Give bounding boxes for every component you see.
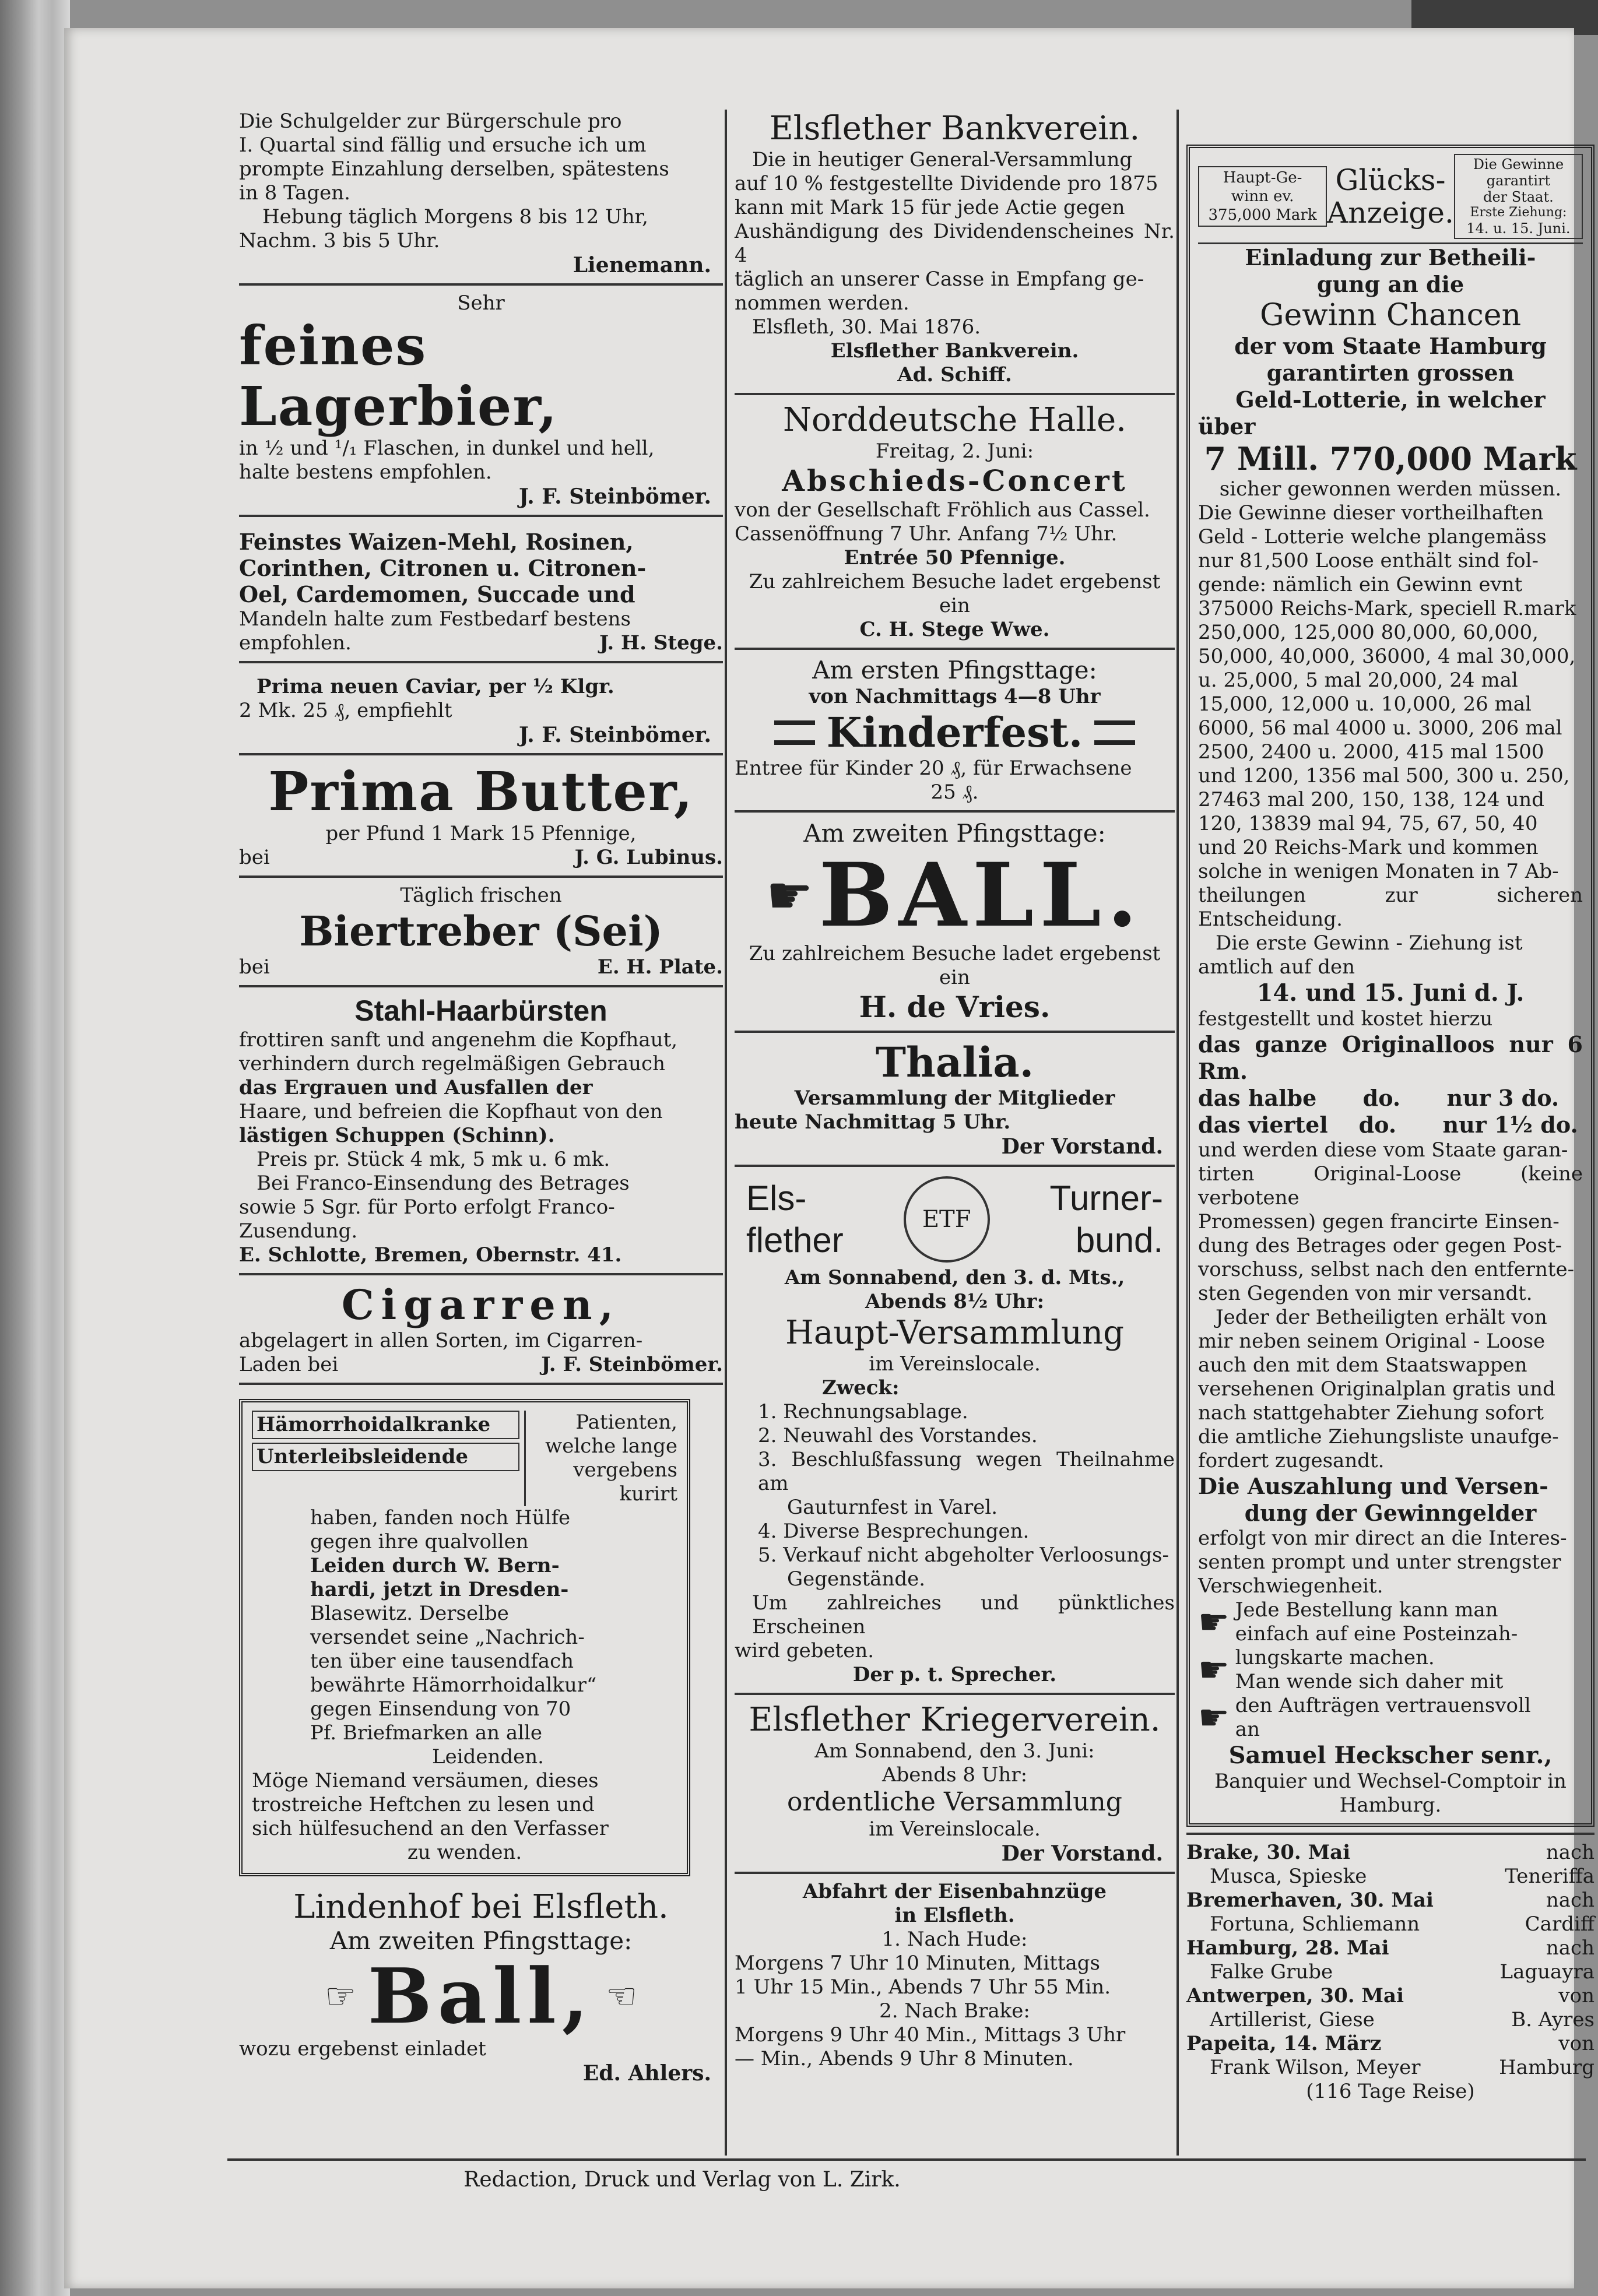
divider (735, 393, 1175, 395)
text-line: gung an die (1316, 271, 1464, 297)
ad-title: Haupt-Versammlung (785, 1314, 1124, 1352)
signature: E. Schlotte, Bremen, Obernstr. 41. (239, 1243, 622, 1267)
text-line: von der Gesellschaft Fröhlich aus Cassel. (735, 498, 1150, 522)
text-line: bei (239, 955, 270, 979)
text-line: Jeder der Betheiligten erhält von (1216, 1306, 1547, 1329)
turner-emblem-icon: ETF (904, 1176, 990, 1263)
ad-title: Cigarren, (341, 1281, 621, 1329)
pointing-hand-icon: ☛ (1198, 1697, 1230, 1738)
lindenhof-ad (239, 1888, 723, 2086)
text-line: Oel, Cardemomen, Succade und (239, 581, 635, 607)
divider (239, 753, 723, 755)
ad-title: Thalia. (875, 1038, 1034, 1087)
divider (1186, 1833, 1595, 1835)
divider (735, 1165, 1175, 1167)
text-line: Am zweiten Pfingsttage: (329, 1926, 633, 1955)
text-line: Zweck: (822, 1376, 900, 1400)
divider (735, 648, 1175, 650)
text-line: (116 Tage Reise) (1306, 2080, 1475, 2103)
caviar-ad (239, 675, 723, 747)
eisenbahn-timetable (735, 1880, 1175, 2071)
text-line: Haupt-Ge- (1223, 169, 1302, 187)
text-line: frottiren sanft und angenehm die Kopfhaut, (239, 1028, 678, 1052)
ad-title: Kinderfest. (826, 708, 1083, 757)
list-item: 5. Verkauf nicht abgeholter Verloosungs- (758, 1543, 1169, 1567)
text-line: 2 Mk. 25 ₰, empfiehlt (239, 699, 452, 722)
text-line: Glücks- (1335, 163, 1446, 197)
text-line: kann mit Mark 15 für jede Actie gegen (735, 196, 1125, 219)
text-line: tirten Original-Loose (keine verbotene (1198, 1162, 1583, 1209)
ad-title: Biertreber (Sei) (299, 907, 663, 955)
halle-ad (735, 401, 1175, 642)
text-line: trostreiche Heftchen zu lesen und (252, 1793, 595, 1816)
imprint-footer: Redaction, Druck und Verlag von L. Zirk. (463, 2168, 901, 2192)
decorative-bars-icon (774, 720, 815, 745)
text-line: 2. Nach Brake: (879, 1999, 1030, 2023)
text-line: Aushändigung des Dividendenscheines Nr. 4 (735, 220, 1175, 267)
divider (239, 875, 723, 878)
lottery-body-3 (1198, 1138, 1583, 1473)
signature: C. H. Stege Wwe. (859, 618, 1050, 641)
haemorrhoid-ad (239, 1399, 690, 1876)
text-line: wird gebeten. (735, 1639, 874, 1662)
ship-row: Hamburg, 28. Mai nach (1186, 1936, 1595, 1960)
text-line: gegen Einsendung von 70 (310, 1697, 571, 1721)
text-line: sicher gewonnen werden müssen. (1219, 477, 1562, 501)
ad-title: feines Lagerbier, (239, 314, 559, 438)
text-line: Laden bei (239, 1353, 339, 1376)
text-line: Bei Franco-Einsendung des Betrages (257, 1172, 630, 1195)
ship-row: Fortuna, Schliemann Cardiff (1210, 1912, 1595, 1936)
text-line: lästigen Schuppen (Schinn). (239, 1124, 555, 1147)
text-line: Abends 8½ Uhr: (865, 1290, 1045, 1313)
text-line: Feinstes Waizen-Mehl, Rosinen, (239, 529, 634, 555)
text-line: Am ersten Pfingsttage: (812, 656, 1097, 684)
text-line: Unterleibsleidende (252, 1443, 519, 1471)
text-line: 375000 Reichs-Mark, speciell R.mark (1198, 597, 1576, 620)
text-line: im Vereinslocale. (869, 1817, 1041, 1841)
text-line: Entree für Kinder 20 ₰, für Erwachsene (735, 757, 1132, 780)
column-2 (735, 110, 1175, 2071)
text-line: Die Schulgelder zur Bürgerschule pro (239, 110, 622, 133)
pointing-hand-icon: ☛ (1198, 1602, 1230, 1643)
kinderfest-ad (735, 656, 1175, 804)
text-line: bewährte Hämorrhoidalkur“ (310, 1673, 597, 1697)
text-line: Nachm. 3 bis 5 Uhr. (239, 229, 440, 252)
text-line: verhindern durch regelmäßigen Gebrauch (239, 1052, 665, 1075)
signature: Der Vorstand. (1001, 1134, 1163, 1159)
text-line: 2500, 2400 u. 2000, 415 mal 1500 (1198, 740, 1544, 764)
list-item: 3. Beschlußfassung wegen Theilnahme am (758, 1448, 1175, 1495)
text-line: mir neben seinem Original - Loose (1198, 1330, 1546, 1353)
text-line: Leiden durch W. Bern- (310, 1554, 560, 1577)
text-line: Am Sonnabend, den 3. Juni: (814, 1739, 1095, 1763)
text-line: heute Nachmittag 5 Uhr. (735, 1110, 1011, 1134)
price-line: das viertel do. nur 1½ do. (1198, 1112, 1578, 1138)
text-line: an (1235, 1718, 1260, 1741)
ball-title: BALL. (819, 844, 1143, 947)
text-line: die amtliche Ziehungsliste unaufge- (1198, 1425, 1559, 1448)
ship-row: Antwerpen, 30. Mai von (1186, 1984, 1595, 2007)
text-line: Man wende sich daher mit (1235, 1670, 1504, 1693)
ad-title: Stahl-Haarbürsten (354, 994, 607, 1027)
text-line: zu wenden. (407, 1841, 522, 1864)
text-line: 50,000, 40,000, 36000, 4 mal 30,000, (1198, 645, 1576, 668)
text-line: dung des Betrages oder gegen Post- (1198, 1234, 1562, 1257)
text-line: von Nachmittags 4—8 Uhr (809, 685, 1101, 708)
prize-total: 7 Mill. 770,000 Mark (1204, 440, 1577, 477)
text-line: nommen werden. (735, 291, 909, 315)
ad-title: Elsflether Bankverein. (769, 110, 1140, 147)
text-line: Banquier und Wechsel-Comptoir in (1214, 1770, 1567, 1793)
text-line: Patienten, (575, 1411, 677, 1434)
text-line: 250,000, 125,000 80,000, 60,000, (1198, 621, 1539, 644)
text-line: Anzeige. (1327, 196, 1454, 230)
divider (735, 1872, 1175, 1874)
text-line: ordentliche Versammlung (787, 1787, 1122, 1817)
text-line: Geld - Lotterie welche plangemäss (1198, 525, 1547, 548)
pointing-hand-icon: ☜ (606, 1976, 637, 2017)
signature: J. H. Stege. (599, 631, 723, 655)
ad-title: Lindenhof bei Elsfleth. (293, 1888, 669, 1926)
divider (735, 1031, 1175, 1033)
signature: J. F. Steinbömer. (541, 1353, 723, 1376)
divider (239, 985, 723, 987)
butter-ad (239, 761, 723, 870)
divider (735, 810, 1175, 813)
ball-title: Ball, (367, 1952, 595, 2041)
text-line: sich hülfesuchend an den Verfasser (252, 1817, 609, 1840)
text-line: fordert zugesandt. (1198, 1449, 1385, 1472)
ad-prefix: Sehr (457, 291, 505, 315)
text-line: Zu zahlreichem Besuche ladet ergebenst ein (749, 942, 1161, 989)
text-line: über (1198, 413, 1256, 439)
text-line: haben, fanden noch Hülfe (310, 1506, 571, 1530)
text-line: lungskarte machen. (1235, 1646, 1435, 1669)
text-line: Morgens 7 Uhr 10 Minuten, Mittags (735, 1952, 1100, 1975)
text-line: in ½ und ¹/₁ Flaschen, in dunkel und hell, (239, 437, 655, 460)
list-item: Gegenstände. (787, 1567, 926, 1591)
ad-prefix: Täglich frischen (400, 884, 562, 907)
text-line: sowie 5 Sgr. für Porto erfolgt Franco- (239, 1196, 615, 1219)
text-line: täglich an unserer Casse in Empfang ge- (735, 268, 1144, 291)
text-line: Zusendung. (239, 1219, 358, 1243)
text-line: — Min., Abends 9 Uhr 8 Minuten. (735, 2047, 1074, 2070)
divider (239, 283, 723, 286)
text-line: u. 25,000, 5 mal 20,000, 24 mal (1198, 669, 1518, 692)
text-line: halte bestens empfohlen. (239, 460, 492, 484)
text-line: Elsfleth, 30. Mai 1876. (752, 315, 981, 339)
signature: E. H. Plate. (597, 955, 723, 979)
ship-row: Papeita, 14. März von (1186, 2032, 1595, 2055)
text-line: Turner- (1049, 1179, 1163, 1218)
text-line: Morgens 9 Uhr 40 Min., Mittags 3 Uhr (735, 2023, 1126, 2047)
text-line: Promessen) gegen francirte Einsen- (1198, 1210, 1560, 1233)
text-line: amtlich auf den (1198, 955, 1355, 979)
text-line: Einladung zur Betheili- (1245, 244, 1536, 270)
text-line: das Ergrauen und Ausfallen der (239, 1076, 593, 1099)
text-line: 27463 mal 200, 150, 138, 124 und (1198, 788, 1544, 811)
text-line: Die Auszahlung und Versen- (1198, 1473, 1548, 1499)
signature: H. de Vries. (859, 990, 1051, 1024)
text-line: nur 81,500 Loose enthält sind fol- (1198, 549, 1539, 572)
text-line: Freitag, 2. Juni: (875, 439, 1034, 463)
text-line: hardi, jetzt in Dresden- (310, 1578, 569, 1601)
text-line: Abends 8 Uhr: (881, 1763, 1028, 1787)
footer-rule (227, 2158, 1586, 2161)
column-1 (239, 110, 723, 2086)
text-line: Haare, und befreien die Kopfhaut von den (239, 1100, 663, 1123)
text-line: und 1200, 1356 mal 500, 300 u. 250, (1198, 764, 1570, 787)
ship-row: Falke Grube Laguayra (1210, 1960, 1595, 1984)
ball-ad (735, 818, 1175, 1025)
column-rule-2 (1176, 110, 1179, 2156)
ship-row: Musca, Spieske Teneriffa (1210, 1865, 1595, 1888)
signature: Lienemann. (573, 253, 711, 277)
text-line: bund. (1075, 1221, 1163, 1260)
lagerbier-ad (239, 291, 723, 509)
section-title: Abfahrt der Eisenbahnzüge (802, 1880, 1107, 1903)
text-line: auf 10 % festgestellte Dividende pro 1875 (735, 172, 1158, 195)
price-line: das ganze Originalloos nur 6 Rm. (1198, 1031, 1583, 1084)
text-line: Am Sonnabend, den 3. d. Mts., (784, 1266, 1125, 1289)
text-line: einfach auf eine Posteinzah- (1235, 1622, 1518, 1645)
text-line: abgelagert in allen Sorten, im Cigarren- (239, 1329, 643, 1352)
text-line: 375,000 Mark (1208, 206, 1317, 224)
text-line: gende: nämlich ein Gewinn evnt (1198, 573, 1523, 596)
text-line: Hebung täglich Morgens 8 bis 12 Uhr, (262, 205, 648, 228)
ship-row: Frank Wilson, Meyer Hamburg (1210, 2056, 1595, 2079)
text-line: garantirten grossen (1266, 360, 1515, 386)
text-line: flether (746, 1221, 844, 1260)
text-line: der vom Staate Hamburg (1234, 333, 1547, 359)
text-line: nach stattgehabter Ziehung sofort (1198, 1401, 1544, 1425)
text-line: 1 Uhr 15 Min., Abends 7 Uhr 55 Min. (735, 1975, 1111, 1999)
text-line: solche in wenigen Monaten in 7 Ab- (1198, 860, 1559, 883)
draw-date: 14. und 15. Juni d. J. (1256, 979, 1525, 1007)
text-line: Am zweiten Pfingsttage: (803, 819, 1106, 848)
text-line: den Aufträgen vertrauensvoll (1235, 1694, 1531, 1717)
stahl-ad (239, 993, 723, 1267)
text-line: I. Quartal sind fällig und ersuche ich um (239, 133, 647, 157)
biertreber-ad (239, 884, 723, 979)
text-line: Hämorrhoidalkranke (252, 1411, 519, 1439)
lottery-ad (1186, 145, 1595, 1827)
text-line: winn ev. (1231, 188, 1294, 205)
signature: J. F. Steinbömer. (518, 484, 711, 509)
ad-title: Gewinn Chancen (1259, 298, 1522, 333)
ship-row: Brake, 30. Mai nach (1186, 1841, 1595, 1864)
bankverein-ad (735, 110, 1175, 387)
signature: Ad. Schiff. (897, 363, 1012, 386)
text-line: 120, 13839 mal 94, 75, 67, 50, 40 (1198, 812, 1538, 835)
text-line: Cassenöffnung 7 Uhr. Anfang 7½ Uhr. (735, 522, 1118, 546)
text-line: wozu ergebenst einladet (239, 2037, 486, 2061)
text-line: Prima neuen Caviar, per ½ Klgr. (257, 675, 614, 698)
ad-title: Norddeutsche Halle. (783, 401, 1126, 439)
text-line: Blasewitz. Derselbe (310, 1602, 509, 1625)
signature: Der Vorstand. (1001, 1841, 1163, 1866)
text-line: Möge Niemand versäumen, dieses (252, 1769, 599, 1792)
text-line: 6000, 56 mal 4000 u. 3000, 206 mal (1198, 716, 1562, 740)
text-line: 1. Nach Hude: (881, 1928, 1028, 1951)
text-line: empfohlen. (239, 631, 352, 655)
divider (239, 1273, 723, 1275)
text-line: garantirt (1486, 173, 1551, 189)
text-line: versendet seine „Nachrich- (310, 1626, 585, 1649)
divider (735, 1693, 1175, 1695)
text-line: Corinthen, Citronen u. Citronen- (239, 555, 647, 581)
divider (239, 1383, 723, 1385)
thalia-ad (735, 1039, 1175, 1159)
signature: Ed. Ahlers. (582, 2061, 711, 2086)
ship-row: Artillerist, Giese B. Ayres (1210, 2008, 1595, 2031)
text-line: Hamburg. (1339, 1794, 1442, 1817)
signature: J. G. Lubinus. (574, 846, 723, 869)
list-item: 4. Diverse Besprechungen. (758, 1520, 1030, 1543)
cigarren-ad (239, 1281, 723, 1377)
ad-title: Abschieds-Concert (782, 463, 1128, 498)
text-line: Die erste Gewinn - Ziehung ist (1216, 931, 1523, 955)
text-line: Versammlung der Mitglieder (794, 1087, 1115, 1110)
text-line: Die Gewinne (1473, 156, 1564, 173)
divider (239, 661, 723, 663)
text-line: 15,000, 12,000 u. 10,000, 26 mal (1198, 692, 1532, 716)
text-line: Um zahlreiches und pünktliches Erscheinen (752, 1591, 1175, 1639)
ship-row: Bremerhaven, 30. Mai nach (1186, 1889, 1595, 1912)
text-line: Jede Bestellung kann man (1235, 1598, 1498, 1622)
column-rule-1 (725, 110, 727, 2156)
text-line: bei (239, 846, 270, 869)
list-item: 1. Rechnungsablage. (758, 1400, 968, 1423)
text-line: 25 ₰. (930, 780, 979, 804)
text-line: prompte Einzahlung derselben, spätestens (239, 157, 669, 181)
text-line: Leidenden. (432, 1745, 544, 1768)
pointing-hand-icon: ☞ (325, 1976, 356, 2017)
firm-name: Samuel Heckscher senr., (1228, 1742, 1553, 1769)
text-line: Geld-Lotterie, in welcher (1235, 386, 1546, 413)
text-line: Die Gewinne dieser vortheilhaften (1198, 501, 1544, 525)
signature: Der p. t. Sprecher. (852, 1663, 1057, 1686)
text-line: und 20 Reichs-Mark und kommen (1198, 836, 1539, 859)
list-item: Gauturnfest in Varel. (787, 1496, 998, 1519)
text-line: theilungen zur sicheren Entscheidung. (1198, 884, 1583, 931)
text-line: per Pfund 1 Mark 15 Pfennige, (325, 822, 637, 845)
book-page-edges (0, 0, 70, 2296)
turnerbund-ad (735, 1173, 1175, 1687)
signature: Elsflether Bankverein. (830, 339, 1079, 363)
text-line: dung der Gewinngelder (1244, 1500, 1537, 1526)
text-line: gegen ihre qualvollen (310, 1530, 529, 1553)
waizen-ad (239, 529, 723, 655)
pointing-hand-icon: ☛ (1198, 1650, 1230, 1690)
price-line: das halbe do. nur 3 do. (1198, 1085, 1560, 1111)
text-line: Erste Ziehung: (1470, 205, 1567, 220)
text-line: senten prompt und unter strengster (1198, 1550, 1561, 1574)
text-line: sten Gegenden von mir versandt. (1198, 1282, 1533, 1305)
text-line: versehenen Originalplan gratis und (1198, 1377, 1555, 1401)
text-line: Preis pr. Stück 4 mk, 5 mk u. 6 mk. (257, 1148, 610, 1171)
text-line: vorschuss, selbst nach den entfernte- (1198, 1258, 1575, 1281)
kriegerverein-ad (735, 1701, 1175, 1866)
text-line: Pf. Briefmarken an alle (310, 1721, 542, 1745)
divider (239, 515, 723, 517)
text-line: Els- (746, 1179, 807, 1218)
text-line: Zu zahlreichem Besuche ladet ergebenst ein (749, 570, 1161, 617)
text-line: Verschwiegenheit. (1198, 1574, 1383, 1598)
decorative-bars-icon (1094, 720, 1135, 745)
column-3 (1186, 145, 1595, 2104)
text-line: im Vereinslocale. (869, 1352, 1041, 1376)
section-title: in Elsfleth. (894, 1904, 1015, 1927)
lottery-body-1 (1198, 477, 1583, 979)
text-line: in 8 Tagen. (239, 181, 350, 205)
text-line: festgestellt und kostet hierzu (1198, 1007, 1493, 1031)
text-line: Mandeln halte zum Festbedarf bestens (239, 607, 631, 631)
schulgeld-notice (239, 110, 723, 277)
text-line: 14. u. 15. Juni. (1466, 220, 1571, 237)
ship-news (1186, 1841, 1595, 2104)
newspaper-page (64, 28, 1595, 2288)
list-item: 2. Neuwahl des Vorstandes. (758, 1424, 1038, 1447)
pointing-hand-icon: ☛ (765, 864, 813, 926)
text-line: Die in heutiger General-Versammlung (752, 148, 1133, 171)
signature: J. F. Steinbömer. (518, 723, 711, 747)
text-line: der Staat. (1483, 189, 1554, 205)
text-line: ten über eine tausendfach (310, 1650, 574, 1673)
text-line: erfolgt von mir direct an die Interes- (1198, 1527, 1567, 1550)
text-line: welche lange (545, 1434, 677, 1458)
text-line: vergebens kurirt (573, 1458, 677, 1506)
text-line: auch den mit dem Staatswappen (1198, 1353, 1527, 1377)
text-line: Entrée 50 Pfennige. (844, 546, 1066, 569)
ad-title: Elsflether Kriegerverein. (749, 1701, 1161, 1739)
text-line: und werden diese vom Staate garan- (1198, 1138, 1568, 1162)
ad-title: Prima Butter, (268, 760, 694, 823)
